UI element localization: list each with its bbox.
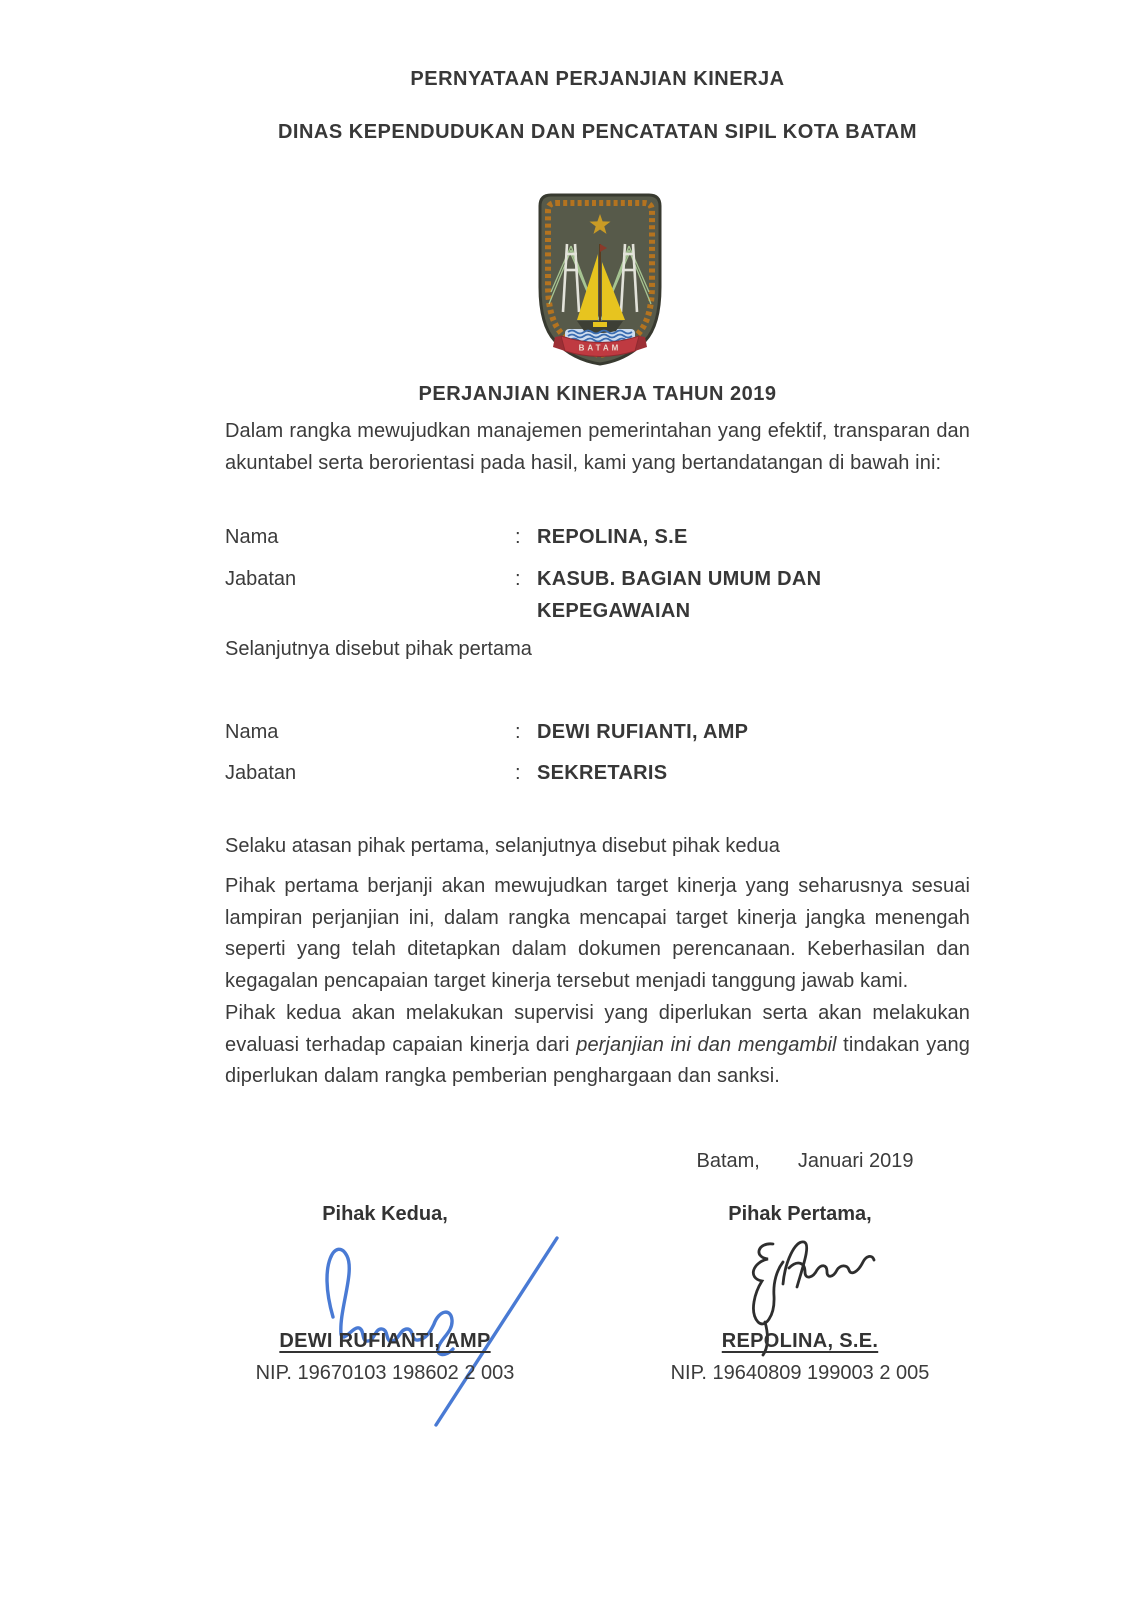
nama-value-second: DEWI RUFIANTI, AMP [537,721,749,743]
field-row-nama-first [225,521,970,553]
second-party-nip: NIP. 19670103 198602 2 003 [255,1362,515,1384]
colon: : [515,721,521,743]
field-row-jabatan-first [225,563,970,627]
jabatan-label: Jabatan [225,568,297,590]
date-place: Batam, [696,1150,760,1172]
section-title: PERJANJIAN KINERJA TAHUN 2019 [418,383,777,405]
intro-paragraph: Dalam rangka mewujudkan manajemen pemerintahan yang efektif, transparan dan akuntabel serta berorientasi pada hasil, kami yang bertandatangan di bawah ini: [225,420,970,474]
date-line [655,1150,955,1173]
nama-value-first: REPOLINA, S.E [537,526,688,548]
colon: : [515,762,521,784]
first-party-name: REPOLINA, S.E. [721,1330,879,1352]
jabatan-value-second: SEKRETARIS [537,762,668,784]
jabatan-label: Jabatan [225,762,297,784]
supervision-text-post: tindakan yang diperlukan dalam rangka pemberian penghargaan dan sanksi. [225,1033,970,1087]
colon: : [515,568,521,590]
supervision-text-italic: perjanjian ini dan mengambil [576,1033,837,1056]
document-title: PERNYATAAN PERJANJIAN KINERJA [410,68,785,90]
second-party-signature [295,1222,575,1427]
field-row-jabatan-second [225,757,970,789]
nama-label: Nama [225,526,279,548]
emblem-banner-text: BATAM [578,343,622,353]
first-party-note: Selanjutnya disebut pihak pertama [225,638,532,660]
second-party-name: DEWI RUFIANTI, AMP [279,1330,491,1352]
jabatan-value-first: KASUB. BAGIAN UMUM DAN KEPEGAWAIAN [537,568,822,622]
commitment-paragraph: Pihak pertama berjanji akan mewujudkan target kinerja yang seharusnya sesuai lampiran perjanjian ini, dalam rangka mencapai target kinerja jangka menengah seperti yang telah ditetapkan dalam dokumen perencanaan. Keberhasilan dan kegagalan pencapaian target kinerja tersebut menjadi tanggung jawab kami. [225,875,970,992]
second-party-note: Selaku atasan pihak pertama, selanjutnya disebut pihak kedua [225,835,780,857]
second-party-role: Pihak Kedua, [322,1203,448,1225]
field-row-nama-second [225,716,970,748]
agency-name: DINAS KEPENDUDUKAN DAN PENCATATAN SIPIL KOTA BATAM [277,121,918,143]
date-value: Januari 2019 [797,1150,914,1172]
supervision-paragraph [225,998,970,1093]
colon: : [515,526,521,548]
first-party-role: Pihak Pertama, [728,1203,872,1225]
nama-label: Nama [225,721,279,743]
emblem-hull-trim [593,322,607,327]
first-party-nip: NIP. 19640809 199003 2 005 [670,1362,930,1384]
batam-city-emblem-icon [537,192,663,367]
supervision-text-pre: Pihak kedua akan melakukan supervisi yang diperlukan serta akan melakukan evaluasi terhadap capaian kinerja dari [225,1002,970,1056]
